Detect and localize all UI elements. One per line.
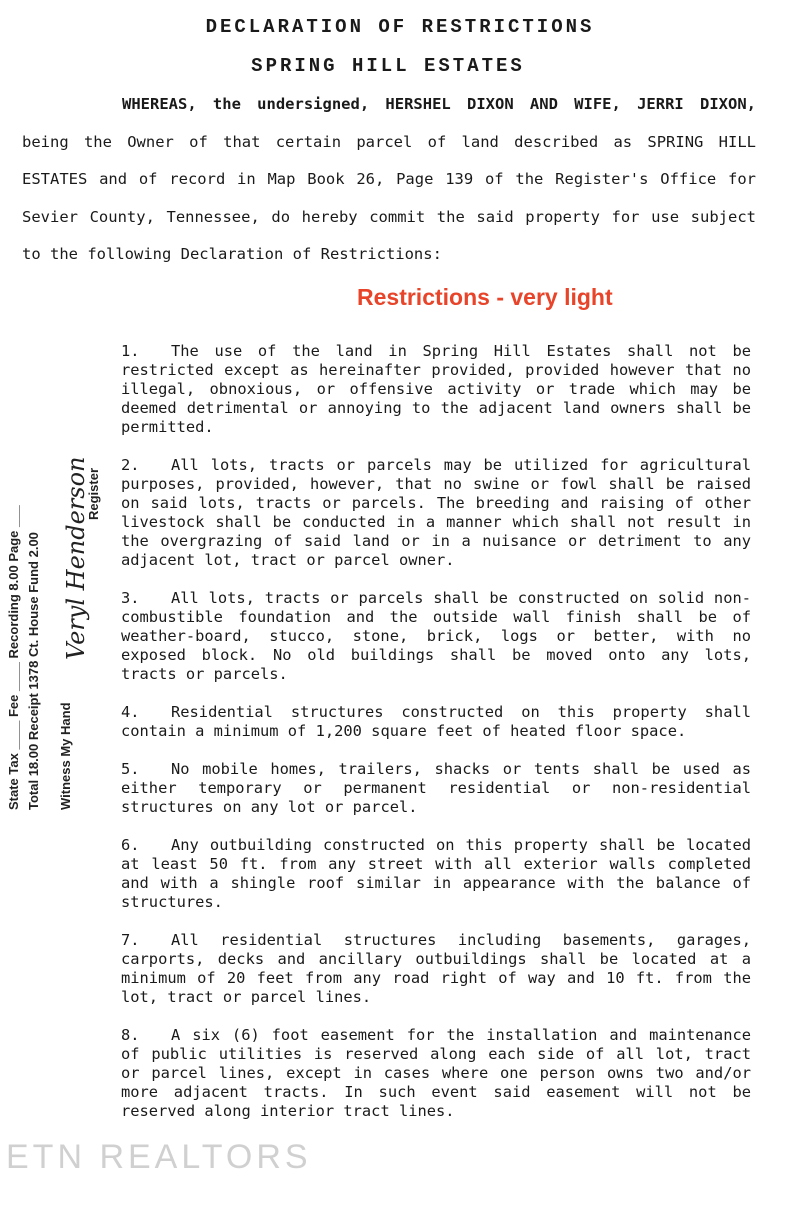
restriction-item: [121, 836, 751, 912]
recording-stamp: [0, 330, 110, 830]
restriction-number: 8.: [121, 1026, 140, 1044]
restriction-text: Any outbuilding constructed on this property shall be located at least 50 ft. from any street with all exterior walls completed and with a shingle roof similar in appearance with the balance of structures.: [121, 836, 751, 911]
register-signature: Veryl Henderson: [62, 456, 90, 660]
page-title: DECLARATION OF RESTRICTIONS: [205, 16, 595, 38]
restriction-text: All residential structures including basements, garages, carports, decks and ancillary outbuildings shall be located at a minimum of 20 feet from any road right of way and 10 ft. from the lot, tract or parcel lines.: [121, 931, 751, 1006]
stamp-register-label: Register: [86, 467, 101, 520]
intro-paragraph: [22, 86, 756, 274]
restriction-text: All lots, tracts or parcels shall be constructed on solid non-combustible foundation and the outside wall finish shall be of weather-board, stucco, stone, brick, logs or better, with no exposed block. No old buildings shall be moved onto any lots, tracts or parcels.: [121, 589, 751, 683]
restriction-item: [121, 931, 751, 1007]
restriction-item: [121, 589, 751, 684]
restriction-text: All lots, tracts or parcels may be utilized for agricultural purposes, provided, however, that no swine or fowl shall be raised on said lots, tracts or parcels. The breeding and raising of other livestock shall be conducted in a manner which shall not result in the overgrazing of said land or in a nuisance or detriment to any adjacent lot, tract or parcel owner.: [121, 456, 751, 569]
restriction-number: 7.: [121, 931, 140, 949]
restrictions-list: [121, 342, 751, 1140]
page-subtitle: SPRING HILL ESTATES: [251, 55, 525, 77]
restriction-number: 5.: [121, 760, 140, 778]
restriction-text: Residential structures constructed on this property shall contain a minimum of 1,200 square feet of heated floor space.: [121, 703, 751, 740]
restriction-number: 3.: [121, 589, 140, 607]
intro-body: being the Owner of that certain parcel of land described as SPRING HILL ESTATES and of record in Map Book 26, Page 139 of the Register's Office for Sevier County, Tennessee, do hereby commit the said property for use subject to the following Declaration of Restrictions:: [22, 132, 756, 263]
restriction-item: [121, 342, 751, 437]
restriction-text: A six (6) foot easement for the installation and maintenance of public utilities is reserved along each side of all lot, tract or parcel lines, except in cases where one person owns two and/or more adjacent tracts. In such event said easement will not be reserved along interior tract lines.: [121, 1026, 751, 1120]
restriction-number: 6.: [121, 836, 140, 854]
intro-lead: WHEREAS, the undersigned, HERSHEL DIXON AND WIFE, JERRI DIXON,: [122, 95, 756, 113]
restrictions-note: Restrictions - very light: [357, 284, 613, 310]
restriction-item: [121, 1026, 751, 1121]
restriction-text: No mobile homes, trailers, shacks or tents shall be used as either temporary or permanent residential or non-residential structures on any lot or parcel.: [121, 760, 751, 816]
restriction-item: [121, 760, 751, 817]
restriction-number: 4.: [121, 703, 140, 721]
restriction-item: [121, 703, 751, 741]
watermark: ETN REALTORS: [6, 1138, 312, 1176]
stamp-witness-line: Witness My Hand: [58, 702, 73, 810]
stamp-totals-line: Total 18.00 Receipt 1378 Ct. House Fund 2.00: [26, 532, 41, 810]
restriction-item: [121, 456, 751, 570]
restriction-text: The use of the land in Spring Hill Estates shall not be restricted except as hereinafter provided, provided however that no illegal, obnoxious, or offensive activity or trade which may be deemed detrimental or annoying to the adjacent land owners shall be permitted.: [121, 342, 751, 436]
restriction-number: 1.: [121, 342, 140, 360]
stamp-fees-line: State Tax ____ Fee ____ Recording 8.00 Page ___: [6, 505, 21, 810]
restriction-number: 2.: [121, 456, 140, 474]
